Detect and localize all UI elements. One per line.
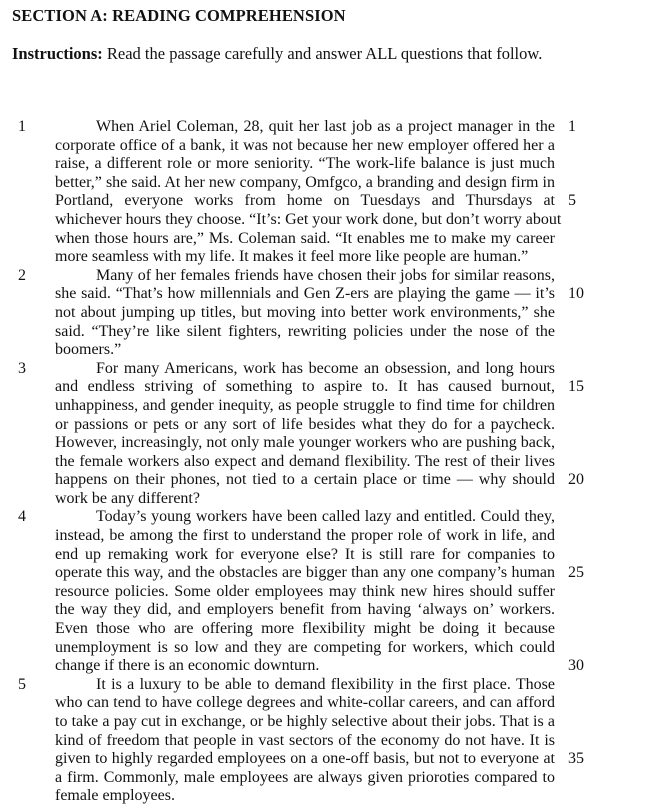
line-text: raise, a different role or more seniority. “The work-life balance is just much bbox=[55, 155, 555, 173]
line-text: Today’s young workers have been called lazy and entitled. Could they, bbox=[96, 508, 555, 526]
line-text: unhappiness, and gender inequity, as people struggle to find time for children bbox=[55, 396, 555, 414]
paragraph-number: 5 bbox=[18, 675, 26, 693]
line-text: When Ariel Coleman, 28, quit her last job as a project manager in the bbox=[96, 118, 555, 135]
passage-line bbox=[55, 210, 562, 230]
line-text: unemployment is so low and they are competing for workers, which could bbox=[55, 638, 555, 656]
instructions-label: Instructions: bbox=[12, 44, 103, 63]
passage-line bbox=[55, 490, 555, 509]
line-text: For many Americans, work has become an obsession, and long hours bbox=[96, 359, 555, 377]
passage-line bbox=[55, 471, 584, 490]
line-number: 10 bbox=[568, 285, 584, 303]
paragraph-number: 2 bbox=[18, 266, 26, 284]
passage-line bbox=[55, 453, 555, 472]
line-text: Portland, everyone works from home on Tuesdays and Thursdays at bbox=[55, 192, 555, 210]
passage-line bbox=[55, 248, 555, 267]
line-text: work be any different? bbox=[55, 489, 200, 507]
line-text: operate this way, and the obstacles are bigger than any one company’s human bbox=[55, 564, 555, 582]
line-text: female employees. bbox=[55, 787, 175, 805]
passage-line bbox=[55, 583, 555, 602]
line-text: who can tend to have college degrees and white-collar careers, and can afford bbox=[55, 694, 555, 712]
passage-line bbox=[55, 732, 555, 751]
passage-line bbox=[55, 230, 555, 249]
passage-line bbox=[55, 769, 555, 788]
line-text: Even those who are offering more flexibility might be doing it because bbox=[55, 620, 555, 638]
passage-line bbox=[55, 155, 555, 174]
instructions-text: Read the passage carefully and answer ALL questions that follow. bbox=[102, 44, 543, 63]
paragraph bbox=[0, 508, 645, 675]
passage-line bbox=[55, 564, 584, 583]
passage-line bbox=[55, 341, 555, 360]
passage-line bbox=[55, 378, 584, 397]
line-text: Many of her females friends have chosen their jobs for similar reasons, bbox=[96, 266, 555, 284]
passage-line bbox=[55, 323, 555, 342]
passage-line bbox=[55, 639, 555, 658]
paragraph bbox=[0, 676, 645, 806]
passage-line bbox=[55, 713, 555, 732]
line-text: or passions or pets or any sort of life besides what they do for a paycheck. bbox=[55, 415, 555, 433]
paragraph bbox=[0, 360, 645, 509]
line-text: a firm. Commonly, male employees are always given prioroties compared to bbox=[55, 768, 555, 786]
line-text: the female workers also expect and demand flexibility. The rest of their lives bbox=[55, 452, 555, 470]
reading-passage bbox=[0, 118, 645, 806]
passage-line bbox=[55, 397, 555, 416]
line-text: and endless striving of something to aspire to. It has caused burnout, bbox=[55, 378, 555, 396]
passage-line bbox=[55, 137, 555, 156]
passage-line bbox=[55, 192, 576, 211]
passage-line bbox=[55, 267, 555, 286]
passage-line bbox=[55, 694, 555, 713]
line-number: 30 bbox=[568, 657, 584, 675]
passage-line bbox=[55, 174, 555, 193]
passage-line bbox=[55, 527, 555, 546]
line-text: corporate office of a bank, it was not because her new employer offered her a bbox=[55, 136, 555, 154]
line-text: better,” she said. At her new company, Omfgco, a branding and design firm in bbox=[55, 173, 555, 191]
line-text: more seamless with my life. It makes it feel more like people are human.” bbox=[55, 248, 529, 266]
line-text: resource policies. Some older employees may think new hires should suffer bbox=[55, 582, 555, 600]
passage-line bbox=[55, 304, 555, 323]
line-text: It is a luxury to be able to demand flexibility in the first place. Those bbox=[96, 675, 555, 693]
line-number: 25 bbox=[568, 564, 584, 582]
passage-line bbox=[55, 750, 584, 769]
line-text: the way they did, and employers benefit from having ‘always on’ workers. bbox=[55, 601, 555, 619]
paragraph-number: 3 bbox=[18, 359, 26, 377]
line-text: boomers.” bbox=[55, 341, 122, 359]
line-text: said. “They’re like silent fighters, rewriting policies under the nose of the bbox=[55, 322, 555, 340]
line-text: end up remaking work for everyone else? It is still rare for companies to bbox=[55, 545, 555, 563]
line-text: kind of freedom that people in vast sectors of the economy do not have. It is bbox=[55, 731, 555, 749]
line-text: not about jumping up titles, but moving into better work environments,” she bbox=[55, 303, 555, 321]
section-title: SECTION A: READING COMPREHENSION bbox=[12, 6, 346, 25]
line-number: 5 bbox=[568, 192, 576, 210]
line-text: change if there is an economic downturn. bbox=[55, 657, 320, 675]
passage-line bbox=[55, 787, 555, 806]
passage-line bbox=[55, 360, 555, 379]
paragraph-number: 4 bbox=[18, 508, 26, 526]
line-text: instead, be among the first to understand the proper role of work in life, and bbox=[55, 527, 555, 545]
passage-line bbox=[55, 434, 555, 453]
line-number: 35 bbox=[568, 750, 584, 768]
line-text: to take a pay cut in exchange, or be highly selective about their jobs. That is a bbox=[55, 713, 555, 730]
line-text: she said. “That’s how millennials and Gen Z-ers are playing the game — it’s bbox=[55, 285, 555, 303]
line-text: whichever hours they choose. “It’s: Get your work done, but don’t worry about bbox=[55, 210, 562, 228]
line-text: when those hours are,” Ms. Coleman said. “It enables me to make my career bbox=[55, 229, 555, 247]
passage-line bbox=[55, 601, 555, 620]
line-text: given to highly regarded employees on a one-off basis, but not to everyone at bbox=[55, 750, 555, 768]
passage-line bbox=[55, 620, 555, 639]
paragraph bbox=[0, 267, 645, 360]
passage-line bbox=[55, 118, 576, 137]
line-text: However, increasingly, not only male younger workers who are pushing back, bbox=[55, 434, 555, 452]
passage-line bbox=[55, 508, 555, 527]
passage-line bbox=[55, 676, 555, 695]
passage-line bbox=[55, 546, 555, 565]
line-number: 1 bbox=[568, 118, 576, 135]
line-text: happens on their phones, not tied to a certain place or time — why should bbox=[55, 471, 555, 489]
paragraph bbox=[0, 118, 645, 267]
passage-line bbox=[55, 657, 584, 676]
line-number: 15 bbox=[568, 378, 584, 396]
passage-line bbox=[55, 285, 584, 304]
paragraph-number: 1 bbox=[18, 118, 26, 135]
passage-line bbox=[55, 416, 555, 435]
instructions bbox=[12, 44, 542, 64]
line-number: 20 bbox=[568, 471, 584, 489]
